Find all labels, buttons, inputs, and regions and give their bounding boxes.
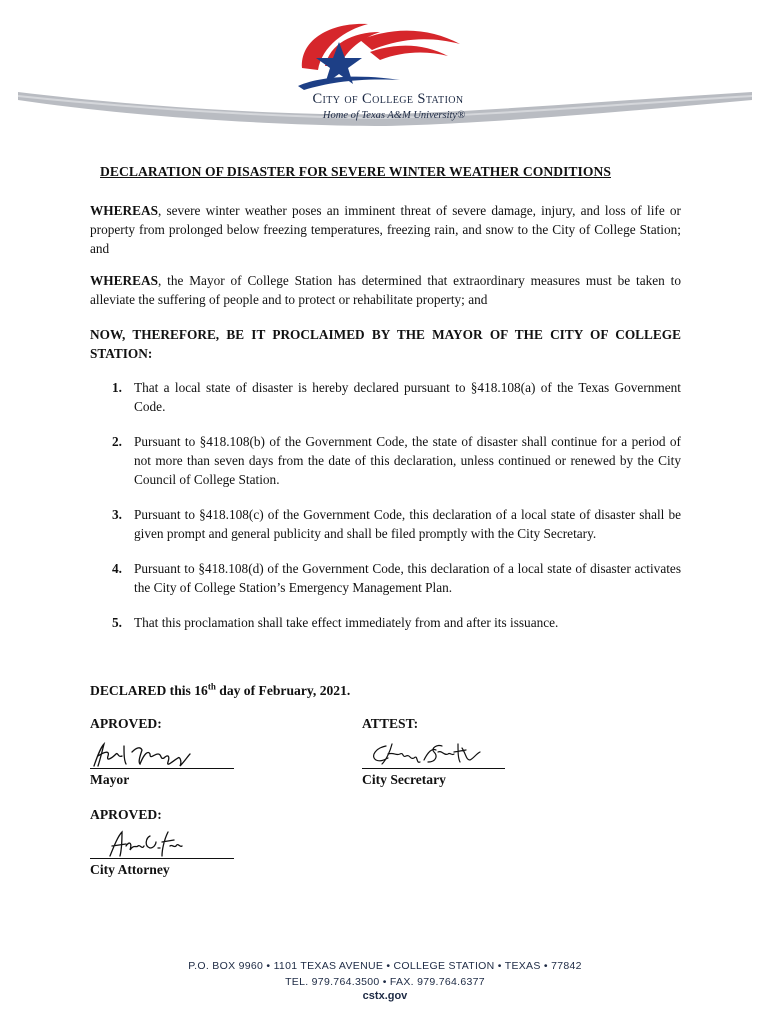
whereas-label: WHEREAS xyxy=(90,203,158,218)
footer-address: P.O. BOX 9960 • 1101 TEXAS AVENUE • COLLEGE STATION • TEXAS • 77842 xyxy=(188,960,582,972)
document-title: DECLARATION OF DISASTER FOR SEVERE WINTER WEATHER CONDITIONS xyxy=(100,164,611,179)
attorney-signature xyxy=(104,828,184,860)
secretary-signature-line xyxy=(362,768,505,769)
item-text: Pursuant to §418.108(c) of the Government Code, this declaration of a local state of disaster shall be given prompt and general publicity and shall be filed promptly with the City Secretary. xyxy=(134,507,681,541)
item-text: Pursuant to §418.108(b) of the Government Code, the state of disaster shall continue for a period of not more than seven days from the date of this declaration, unless continued or renewed by the City Council of College Station. xyxy=(134,434,681,487)
mayor-role: Mayor xyxy=(90,772,130,787)
declared-prefix: DECLARED this 16 xyxy=(90,683,208,698)
proclamation-paragraph: NOW, THEREFORE, BE IT PROCLAIMED BY THE MAYOR OF THE CITY OF COLLEGE STATION: xyxy=(90,327,681,361)
item-number: 3. xyxy=(112,507,122,522)
footer-website: cstx.gov xyxy=(362,990,408,1002)
item-text: That a local state of disaster is hereby declared pursuant to §418.108(a) of the Texas Government Code. xyxy=(134,380,681,414)
footer-phone: TEL. 979.764.3500 • FAX. 979.764.6377 xyxy=(285,976,485,988)
item-number: 2. xyxy=(112,434,122,449)
mayor-signature-line xyxy=(90,768,234,769)
star-swoosh-logo-icon xyxy=(0,0,770,150)
approved-heading-mayor: APROVED: xyxy=(90,716,162,731)
item-number: 5. xyxy=(112,615,122,630)
declared-date-line xyxy=(90,683,350,699)
secretary-signature xyxy=(366,740,486,768)
item-number: 4. xyxy=(112,561,122,576)
declared-suffix: day of February, 2021. xyxy=(215,683,351,698)
item-number: 1. xyxy=(112,380,122,395)
secretary-role: City Secretary xyxy=(362,772,446,787)
proclamation-items xyxy=(90,378,681,632)
item-text: That this proclamation shall take effect immediately from and after its issuance. xyxy=(134,615,559,630)
attest-heading: ATTEST: xyxy=(362,716,419,731)
whereas-paragraph-1 xyxy=(90,201,681,258)
city-name: City of College Station xyxy=(312,91,464,107)
list-item xyxy=(90,559,681,597)
whereas-paragraph-2 xyxy=(90,271,681,309)
attorney-role: City Attorney xyxy=(90,862,170,877)
list-item xyxy=(90,378,681,416)
list-item xyxy=(90,613,681,632)
attorney-signature-line xyxy=(90,858,234,859)
whereas-text: , severe winter weather poses an imminent threat of severe damage, injury, and loss of life or property from prolonged below freezing temperatures, freezing rain, and snow to the City of College Station; and xyxy=(90,203,681,256)
city-tagline: Home of Texas A&M University® xyxy=(322,110,466,121)
whereas-label: WHEREAS xyxy=(90,273,158,288)
letterhead xyxy=(0,0,770,150)
declared-ordinal: th xyxy=(207,681,216,692)
item-text: Pursuant to §418.108(d) of the Government Code, this declaration of a local state of disaster activates the City of College Station’s Emergency Management Plan. xyxy=(134,561,681,595)
approved-heading-attorney: APROVED: xyxy=(90,807,162,822)
whereas-text: , the Mayor of College Station has determined that extraordinary measures must be taken to alleviate the suffering of people and to protect or rehabilitate property; and xyxy=(90,273,681,307)
list-item xyxy=(90,432,681,489)
list-item xyxy=(90,505,681,543)
